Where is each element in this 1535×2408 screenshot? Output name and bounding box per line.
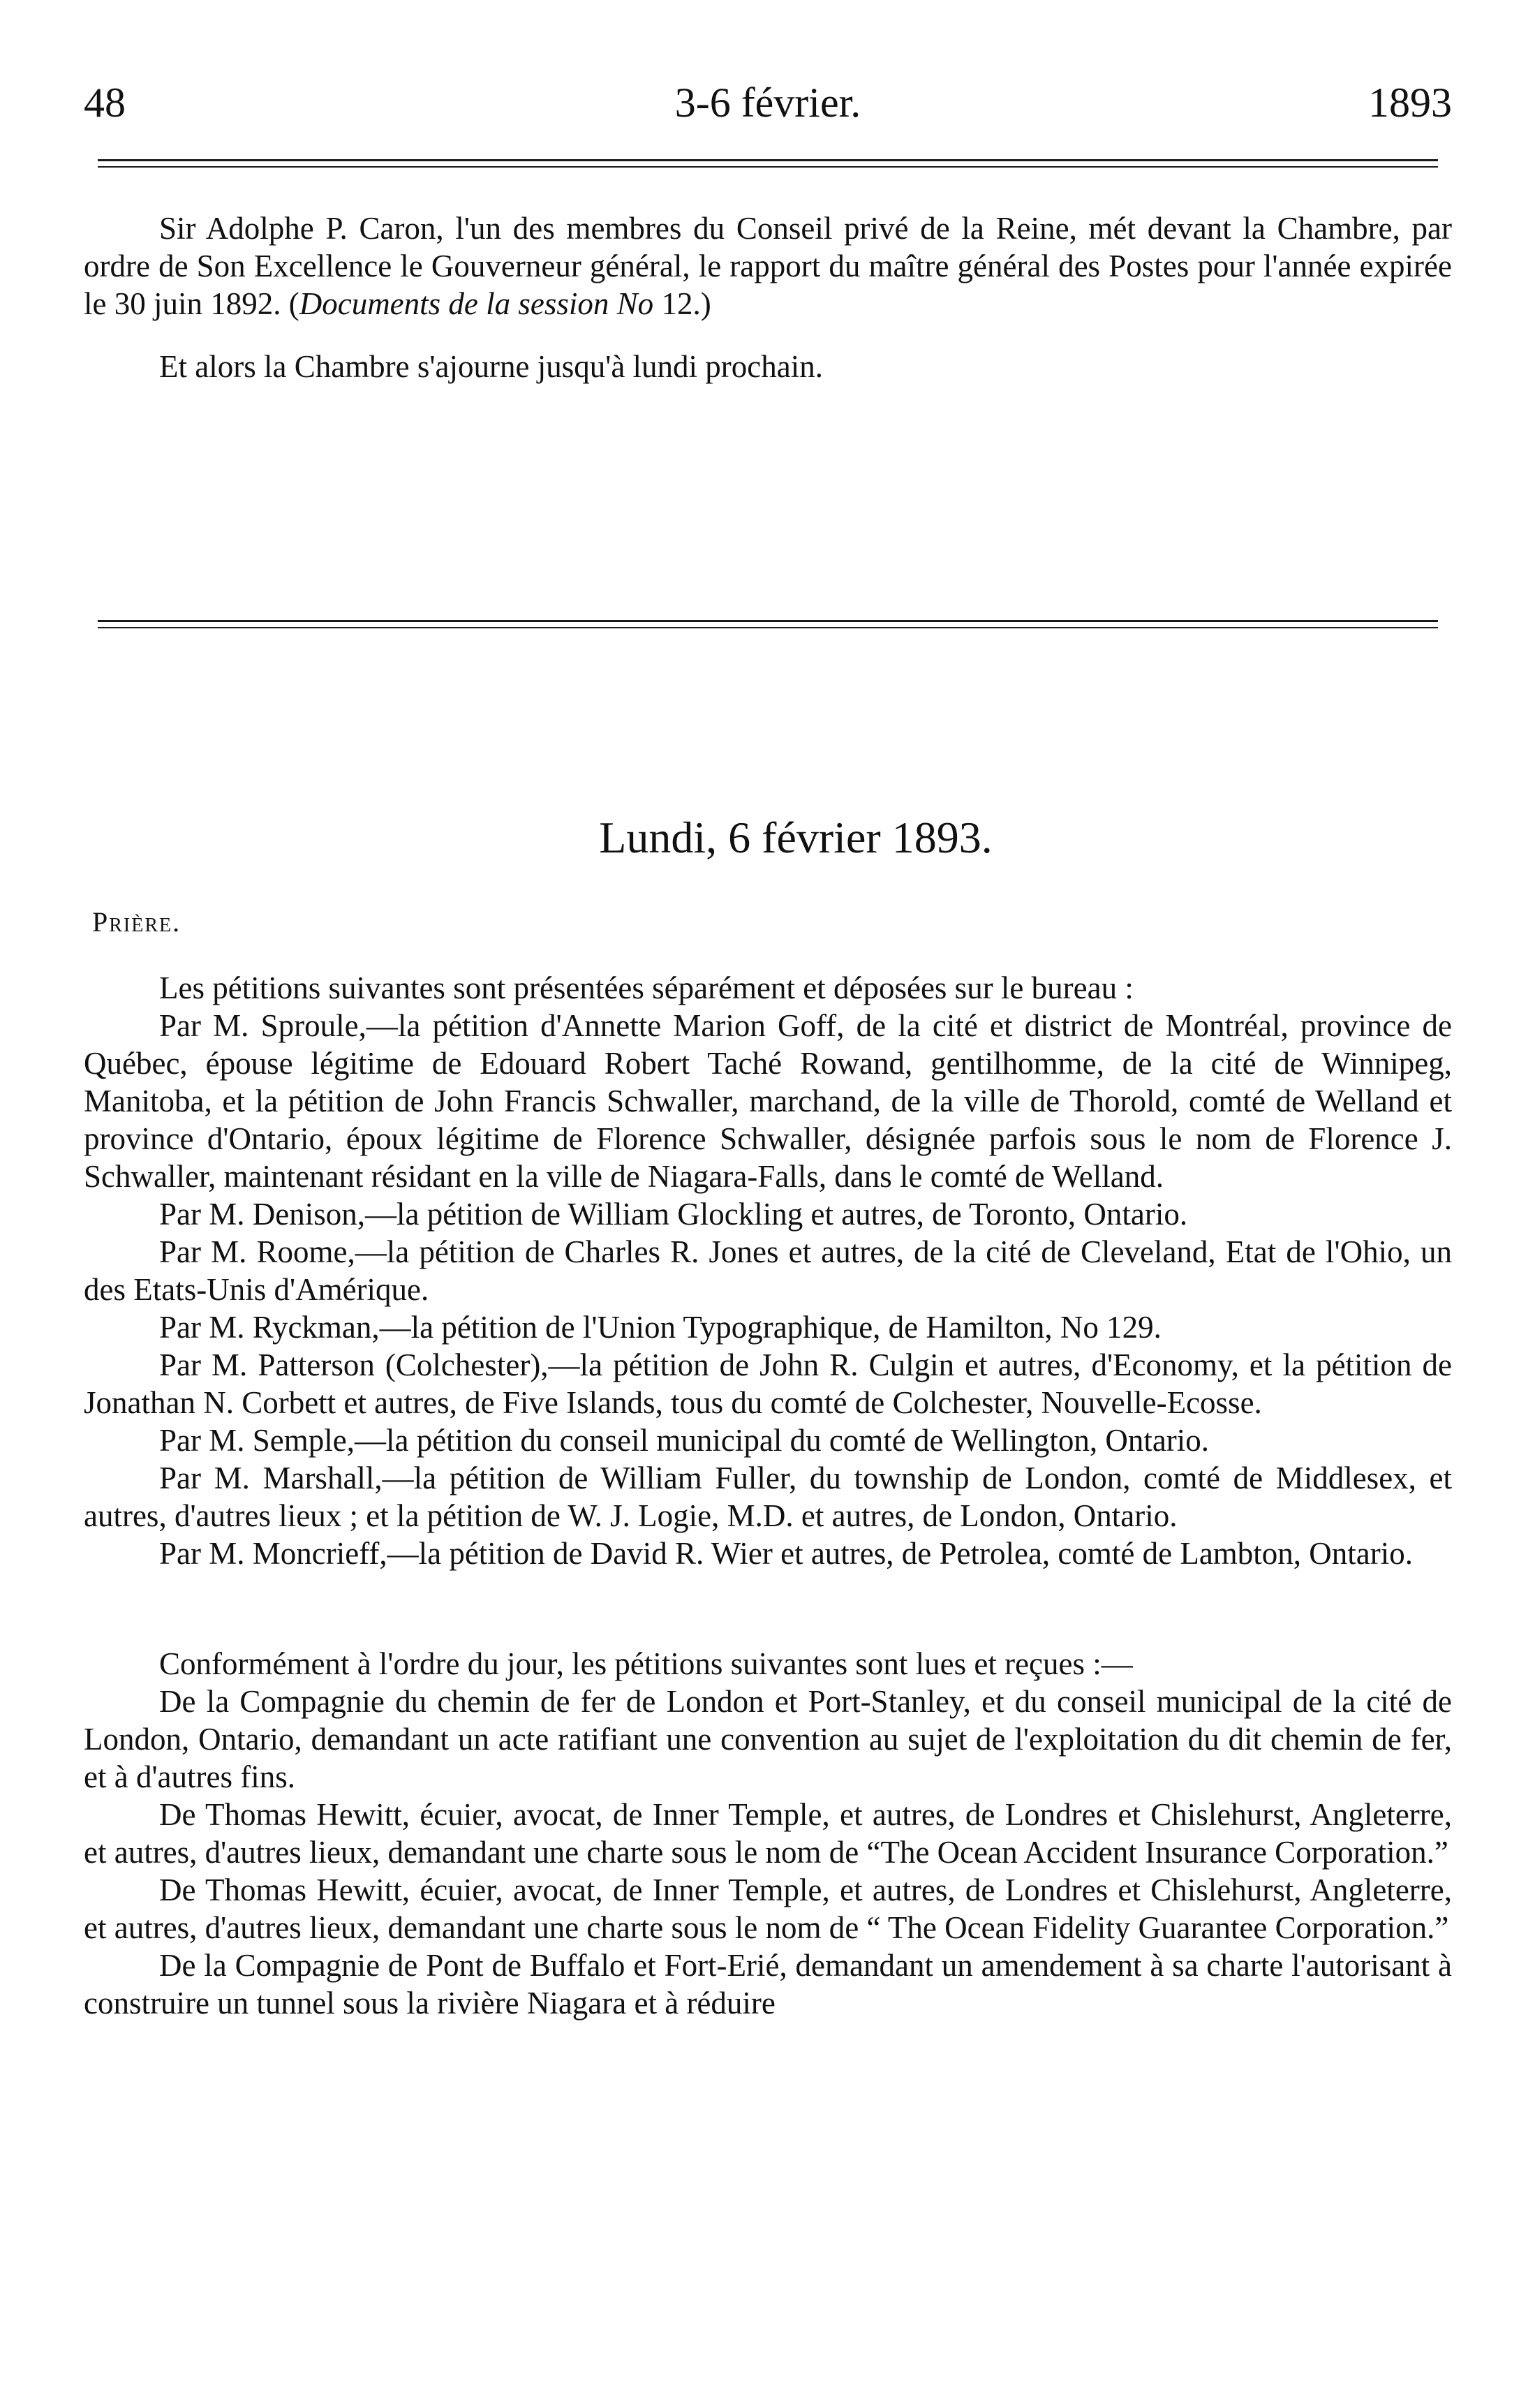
petition-item: Par M. Marshall,—la pétition de William Fuller, du township de London, comté de Middlesex, et autres, d'autres lieux ; et la pétition de W. J. Logie, M.D. et autres, de London, Ontario. bbox=[84, 1461, 1452, 1533]
section-feb-6 bbox=[84, 969, 1452, 2022]
petitions-intro: Les pétitions suivantes sont présentées séparément et déposées sur le bureau : bbox=[159, 970, 1134, 1005]
section-feb-3 bbox=[84, 209, 1452, 385]
received-petition-item: De la Compagnie du chemin de fer de London et Port-Stanley, et du conseil municipal de la cité de London, Ontario, demandant un acte ratifiant une convention au sujet de l'exploitation du dit chemin de fer, et à d'autres fins. bbox=[84, 1684, 1452, 1794]
page-number: 48 bbox=[84, 80, 126, 126]
received-petitions-intro: Conformément à l'ordre du jour, les pétitions suivantes sont lues et reçues :— bbox=[159, 1646, 1133, 1681]
document-page bbox=[84, 0, 1452, 2408]
paragraph-adjourn: Et alors la Chambre s'ajourne jusqu'à lundi prochain. bbox=[159, 349, 823, 384]
petition-item: Par M. Moncrieff,—la pétition de David R. Wier et autres, de Petrolea, comté de Lambton, Ontario. bbox=[159, 1536, 1414, 1571]
petition-item: Par M. Denison,—la pétition de William Glockling et autres, de Toronto, Ontario. bbox=[159, 1197, 1188, 1232]
italic-reference: Documents de la session No bbox=[299, 286, 654, 321]
section-divider bbox=[98, 620, 1438, 628]
header-year: 1893 bbox=[1368, 80, 1452, 126]
day-title: Lundi, 6 février 1893. bbox=[599, 813, 993, 862]
received-petition-item: De Thomas Hewitt, écuier, avocat, de Inner Temple, et autres, de Londres et Chislehurst, Angleterre, et autres, d'autres lieux, demandant une charte sous le nom de “ The Ocean Fidelity Guarantee Corporation.” bbox=[84, 1873, 1452, 1945]
petition-item: Par M. Semple,—la pétition du conseil municipal du comté de Wellington, Ontario. bbox=[159, 1423, 1210, 1458]
petition-item: Par M. Ryckman,—la pétition de l'Union Typographique, de Hamilton, No 129. bbox=[159, 1310, 1162, 1345]
header-date: 3-6 février. bbox=[674, 80, 861, 126]
petition-item: Par M. Patterson (Colchester),—la pétition de John R. Culgin et autres, d'Economy, et la pétition de Jonathan N. Corbett et autres, de Five Islands, tous du comté de Colchester, Nouvelle-Ecosse. bbox=[84, 1347, 1452, 1420]
petition-item: Par M. Roome,—la pétition de Charles R. Jones et autres, de la cité de Cleveland, Etat de l'Ohio, un des Etats-Unis d'Amérique. bbox=[84, 1234, 1452, 1307]
header-divider bbox=[98, 159, 1438, 168]
priere-heading: Prière. bbox=[92, 906, 181, 938]
petition-item: Par M. Sproule,—la pétition d'Annette Marion Goff, de la cité et district de Montréal, province de Québec, épouse légitime de Edouard Robert Taché Rowand, gentilhomme, de la cité de Winnipeg, Manitoba, et la pétition de John Francis Schwaller, marchand, de la ville de Thorold, comté de Welland et province d'Ontario, époux légitime de Florence Schwaller, désignée parfois sous le nom de Florence J. Schwaller, maintenant résidant en la ville de Niagara-Falls, dans le comté de Welland. bbox=[84, 1008, 1452, 1194]
received-petition-item: De Thomas Hewitt, écuier, avocat, de Inner Temple, et autres, de Londres et Chislehurst, Angleterre, et autres, d'autres lieux, demandant une charte sous le nom de “The Ocean Accident Insurance Corporation.” bbox=[84, 1797, 1452, 1870]
paragraph-report: Sir Adolphe P. Caron, l'un des membres du Conseil privé de la Reine, mét devant la Chambre, par ordre de Son Excellence le Gouverneur général, le rapport du maître général des Postes pour l'année expirée le 30 juin 1892. (Documents de la session No 12.) bbox=[84, 211, 1452, 321]
received-petition-item: De la Compagnie de Pont de Buffalo et Fort-Erié, demandant un amendement à sa charte l'autorisant à construire un tunnel sous la rivière Niagara et à réduire bbox=[84, 1948, 1452, 2021]
page-header bbox=[84, 78, 1452, 127]
